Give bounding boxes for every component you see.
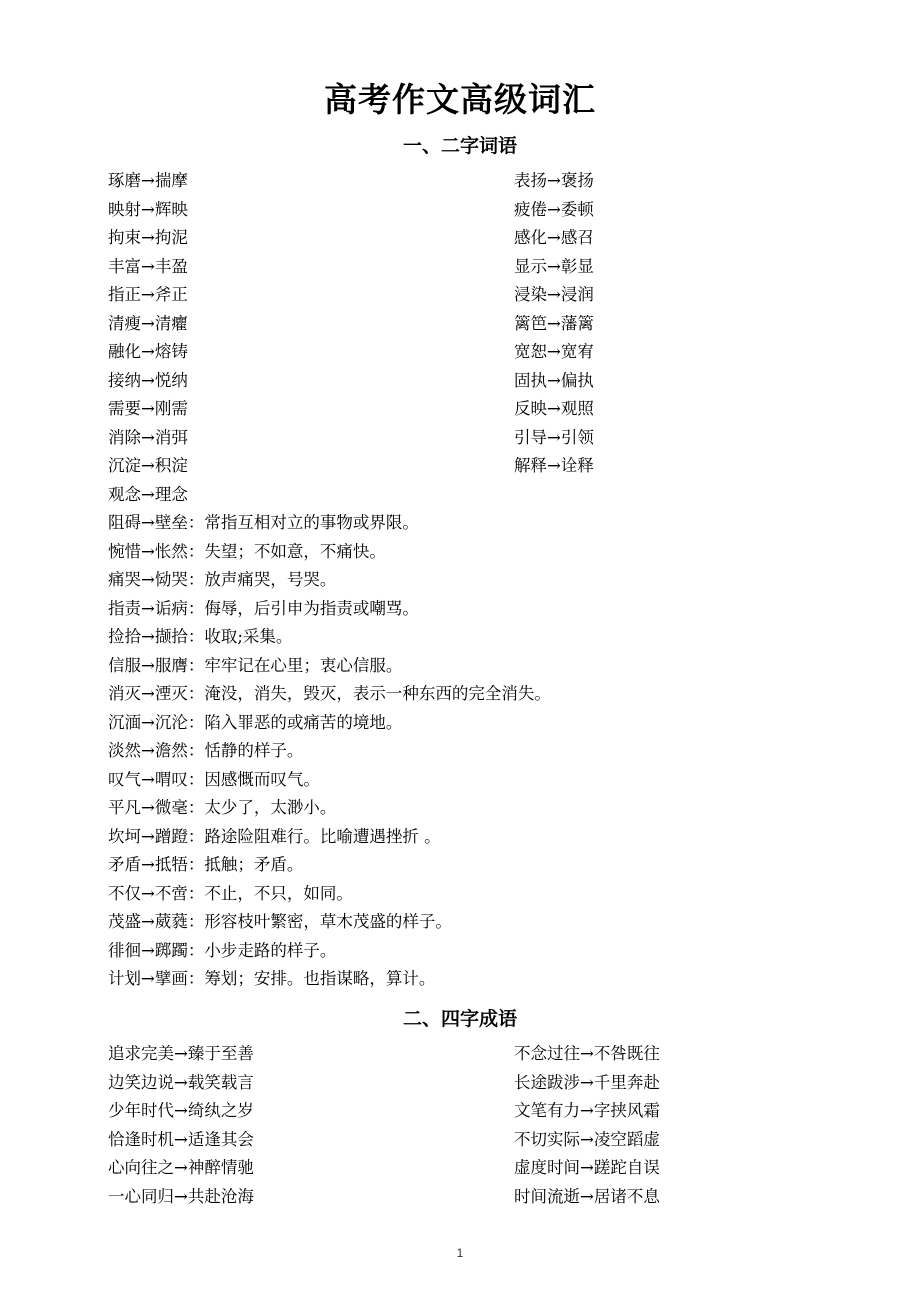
definition-line: 不仅→不啻：不止，不只，如同。 — [108, 883, 353, 903]
word-pair: 疲倦→委顿 — [514, 199, 594, 219]
word-pair: 引导→引领 — [514, 427, 594, 447]
definition-line: 矛盾→抵牾：抵触；矛盾。 — [108, 855, 304, 874]
word-pair: 琢磨→揣摩 — [108, 171, 188, 190]
idiom-pair: 心向往之→神醉情驰 — [108, 1158, 254, 1177]
definition-line: 茂盛→葳蕤：形容枝叶繁密，草木茂盛的样子。 — [108, 912, 452, 931]
idiom-pair: 边笑边说→载笑载言 — [108, 1072, 254, 1092]
idiom-pair: 时间流逝→居诸不息 — [514, 1186, 660, 1206]
definition-line: 惋惜→怅然：失望；不如意，不痛快。 — [108, 541, 386, 561]
word-pair: 感化→感召 — [514, 228, 594, 247]
word-pair: 固执→偏执 — [514, 370, 594, 390]
word-pair: 消除→消弭 — [108, 427, 188, 447]
page-title: 高考作文高级词汇 — [324, 80, 596, 119]
word-pair: 沉淀→积淀 — [108, 456, 188, 475]
idiom-pair: 恰逢时机→适逢其会 — [108, 1129, 254, 1149]
word-pair: 需要→刚需 — [108, 399, 188, 418]
word-pair: 融化→熔铸 — [108, 342, 188, 361]
word-pair: 观念→理念 — [108, 484, 188, 504]
definition-line: 信服→服膺：牢牢记在心里；衷心信服。 — [108, 655, 403, 675]
idiom-pair: 不切实际→凌空蹈虚 — [514, 1129, 660, 1149]
definition-line: 消灭→湮灭：淹没，消失，毁灭，表示一种东西的完全消失。 — [108, 684, 551, 703]
word-pair: 丰富→丰盈 — [108, 256, 188, 276]
word-pair: 浸染→浸润 — [514, 285, 594, 304]
idiom-pair: 一心同归→共赴沧海 — [108, 1186, 254, 1206]
definition-line: 徘徊→踯躅：小步走路的样子。 — [108, 940, 337, 960]
page-number: 1 — [456, 1246, 464, 1260]
word-pair: 映射→辉映 — [108, 199, 188, 219]
definition-line: 平凡→微毫：太少了，太渺小。 — [108, 798, 337, 817]
idiom-pair: 少年时代→绮纨之岁 — [108, 1101, 254, 1120]
definition-line: 沉湎→沉沦：陷入罪恶的或痛苦的境地。 — [108, 712, 403, 732]
word-pair: 清瘦→清癯 — [108, 313, 188, 333]
word-pair: 指正→斧正 — [108, 285, 188, 304]
word-pair: 接纳→悦纳 — [108, 370, 188, 390]
word-pair: 解释→诠释 — [514, 456, 594, 475]
idiom-pair: 长途跋涉→千里奔赴 — [514, 1072, 660, 1092]
word-pair: 拘束→拘泥 — [108, 228, 188, 247]
definition-line: 计划→擘画：筹划；安排。也指谋略，算计。 — [108, 969, 436, 988]
definition-line: 坎坷→蹭蹬：路途险阻难行。比喻遭遇挫折 。 — [108, 826, 441, 846]
word-pair: 篱笆→藩篱 — [514, 313, 594, 333]
idiom-pair: 不念过往→不咎既往 — [514, 1044, 660, 1063]
idiom-pair: 虚度时间→蹉跎自误 — [514, 1158, 660, 1177]
word-pair: 反映→观照 — [514, 399, 594, 418]
section-heading-four-char: 二、四字成语 — [402, 1008, 517, 1030]
section-heading-two-char: 一、二字词语 — [402, 135, 517, 157]
definition-line: 阻碍→壁垒：常指互相对立的事物或界限。 — [108, 513, 419, 532]
definition-line: 淡然→澹然：恬静的样子。 — [108, 741, 304, 760]
idiom-pair: 文笔有力→字挟风霜 — [514, 1101, 660, 1120]
word-pair: 表扬→褒扬 — [514, 171, 594, 190]
definition-line: 指责→诟病：侮辱，后引申为指责或嘲骂。 — [108, 598, 419, 618]
idiom-pair: 追求完美→臻于至善 — [108, 1044, 254, 1063]
word-pair: 显示→彰显 — [514, 256, 594, 276]
word-pair: 宽恕→宽宥 — [514, 342, 594, 361]
definition-line: 叹气→喟叹：因感慨而叹气。 — [108, 769, 320, 789]
definition-line: 痛哭→恸哭：放声痛哭，号哭。 — [108, 570, 337, 589]
definition-line: 捡拾→撷拾：收取;采集。 — [108, 627, 293, 646]
